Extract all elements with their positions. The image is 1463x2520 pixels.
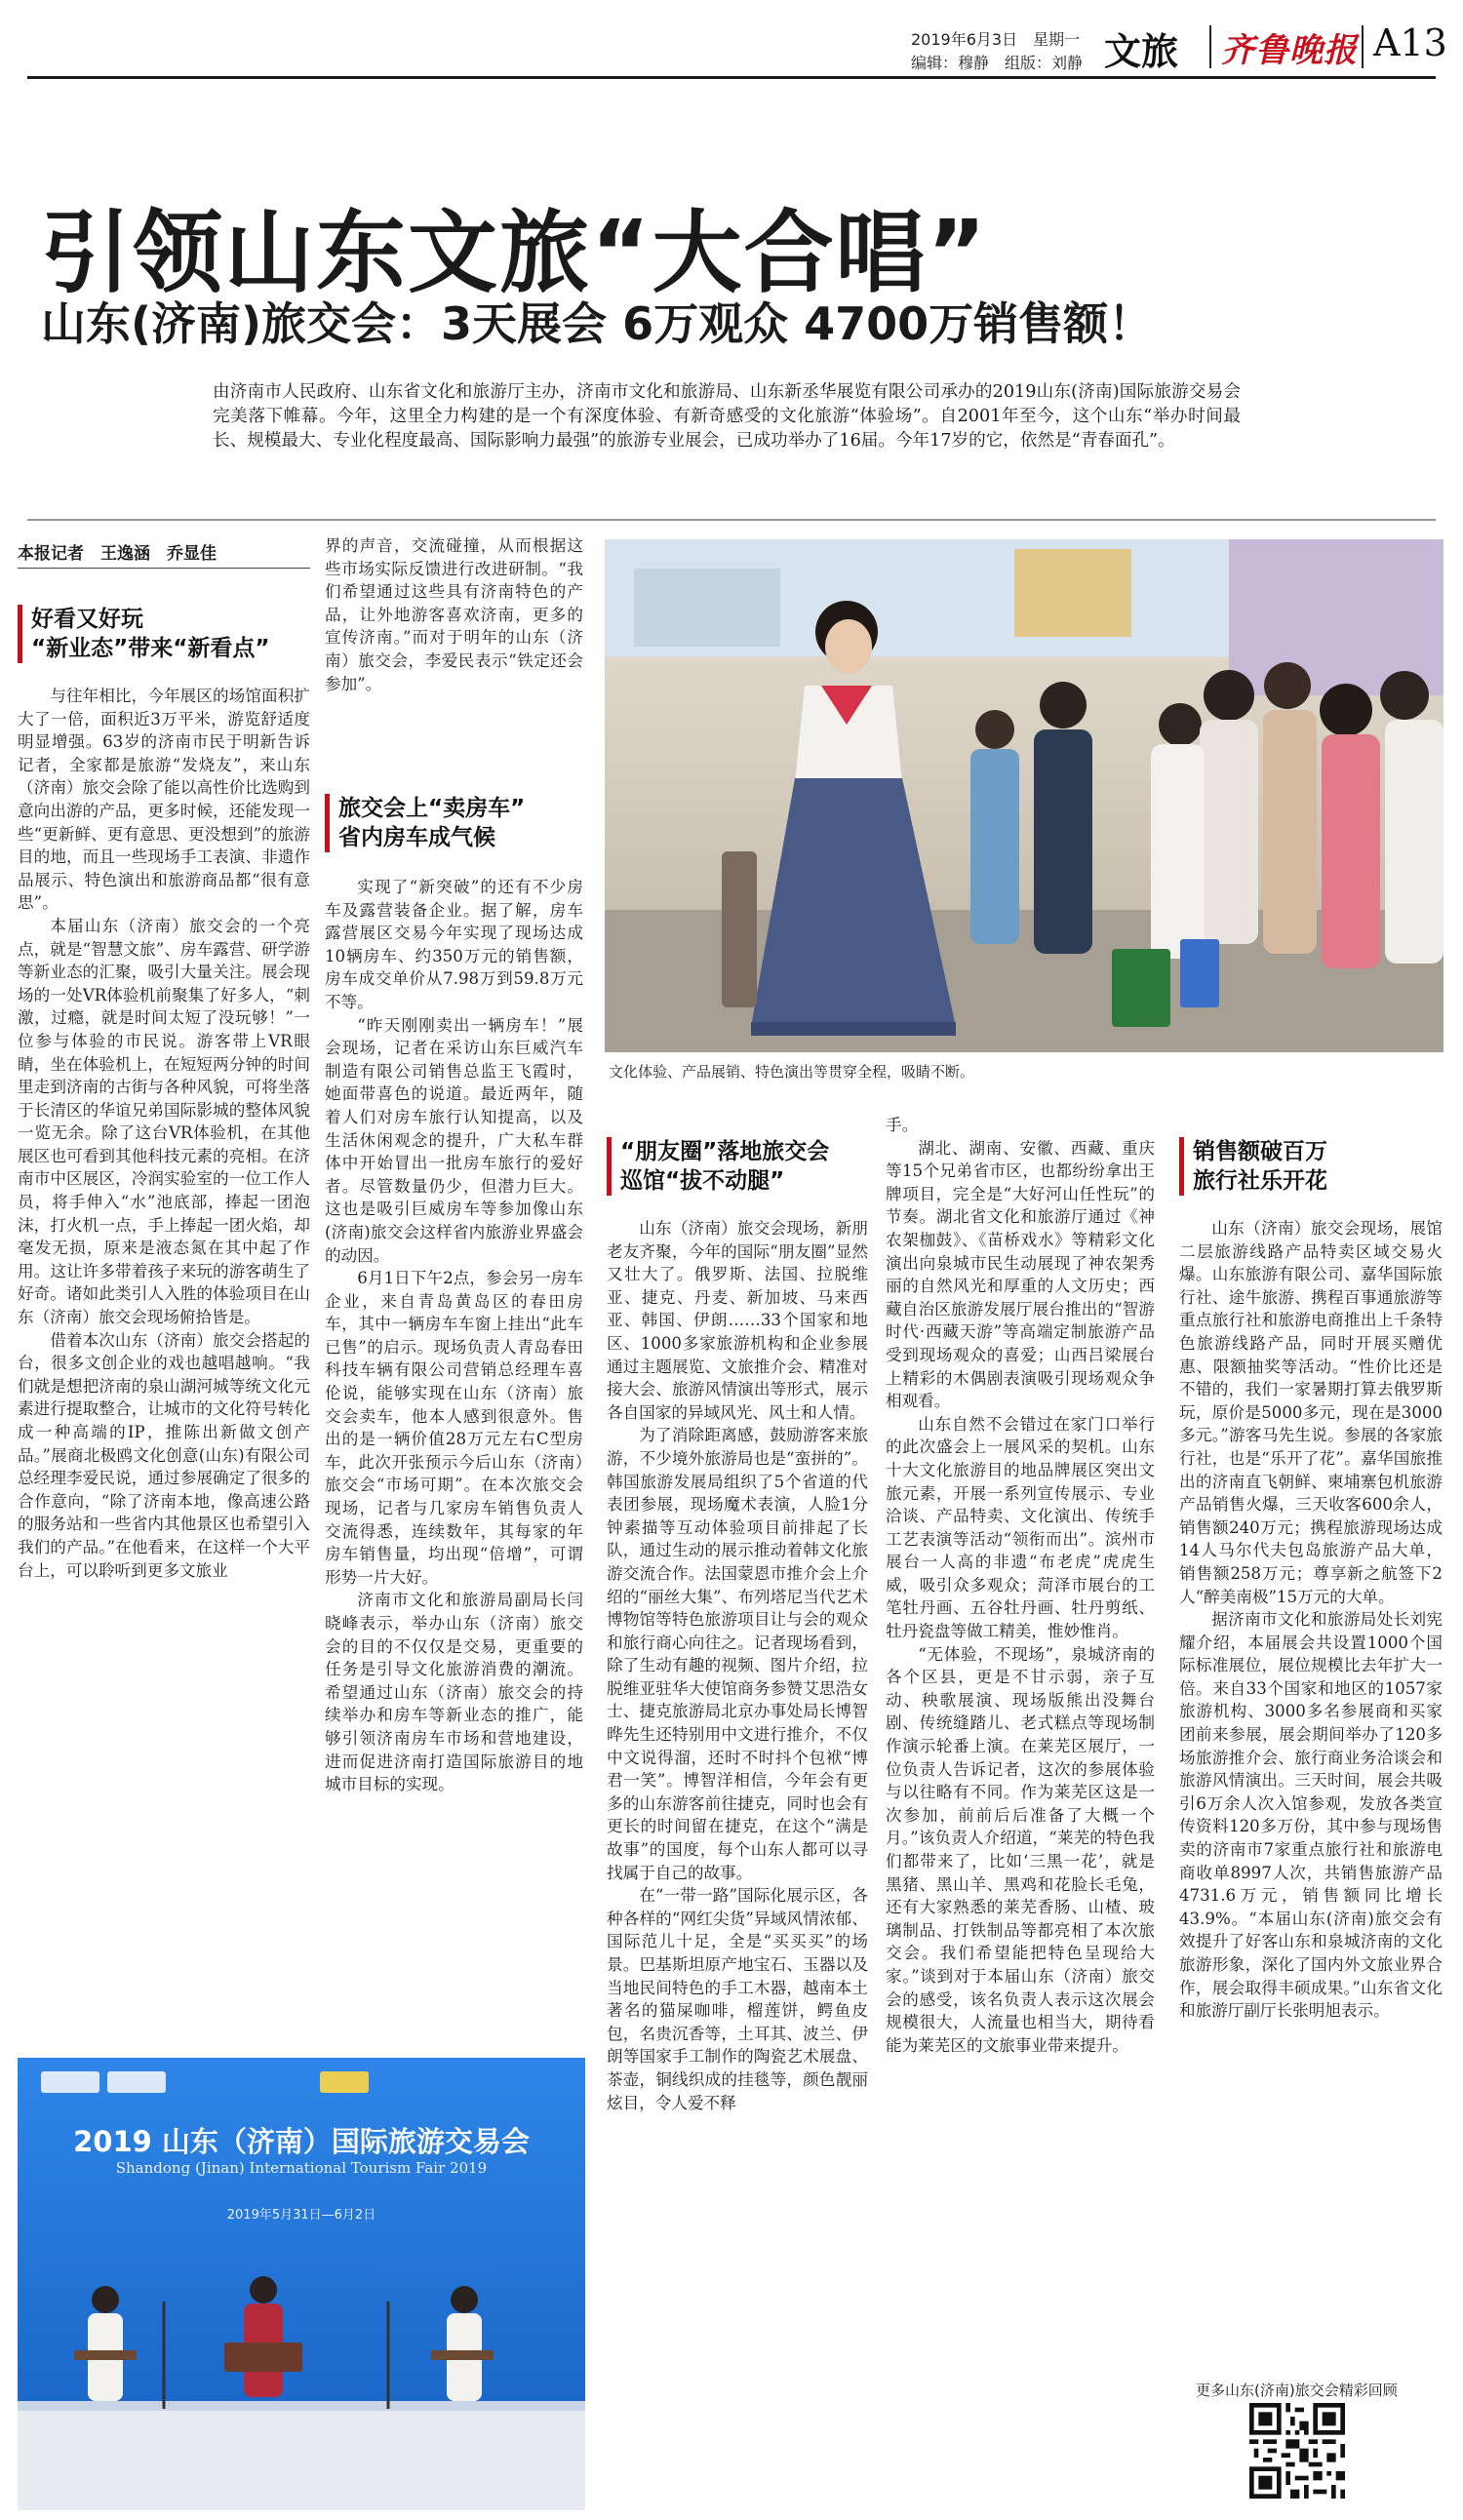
qr-code[interactable] xyxy=(1249,2403,1345,2499)
article-column-2 xyxy=(325,876,583,2038)
section-heading-line1: 旅交会上“卖房车” xyxy=(338,796,526,821)
header-rule xyxy=(27,76,1436,79)
event-photo-illustration xyxy=(605,539,1443,1052)
paragraph: 济南市文化和旅游局副局长闫晓峰表示，举办山东（济南）旅交会的目的不仅仅是交易，更重要的任务是引导文化旅游消费的潮流。希望通过山东（济南）旅交会的持续举办和房车等新业态的推广，能够引领济南房车市场和营地建设，进而促进济南打造国际旅游目的地城市目标的实现。 xyxy=(325,1591,583,1794)
article-column-5 xyxy=(1179,1217,1443,2368)
article-column-2-top xyxy=(325,534,583,788)
byline: 本报记者 王逸涵 乔显佳 xyxy=(18,544,217,564)
paragraph: 6月1日下午2点，参会另一房车企业，来自青岛黄岛区的春田房车，其中一辆房车车窗上挂出“此车已售”的启示。现场负责人青岛春田科技车辆有限公司营销总经理车喜伦说，能够实现在山东（济南）旅交会卖车，他本人感到很意外。售出的是一辆价值28万元左右C型房车，此次开张预示今后山东（济南）旅交会“市场可期”。在本次旅交会现场，记者与几家房车销售负责人交流得悉，连续数年，其每家的年房车销售量，均出现“倍增”，可谓形势一片大好。 xyxy=(325,1269,583,1587)
section-heading xyxy=(607,1137,829,1196)
paragraph: 为了消除距离感，鼓励游客来旅游，不少境外旅游局也是“蛮拼的”。韩国旅游发展局组织了5个省道的代表团参展，现场魔术表演，人脸1分钟素描等互动体验项目前排起了长队，通过生动的展示推动着韩文化旅游交流合作。法国蒙恩市推介会上介绍的“丽丝大集”、布列塔尼当代艺术博物馆等特色旅游项目让与会的观众和旅行商心向往之。记者现场看到，除了生动有趣的视频、图片介绍，拉脱维亚驻华大使馆商务参赞艾思浩女士、捷克旅游局北京办事处局长博智晔先生还特别用中文进行推介，不仅中文说得溜，还时不时抖个包袱“博君一笑”。博智洋相信，今年会有更多的山东游客前往捷克，同时也会有更长的时间留在捷克，在这个“满是故事”的国度，每个山东人都可以寻找属于自己的故事。 xyxy=(607,1426,868,1882)
subheadline: 山东(济南)旅交会：3天展会 6万观众 4700万销售额！ xyxy=(41,297,1154,350)
photo-caption: 文化体验、产品展销、特色演出等贯穿全程，吸睛不断。 xyxy=(609,1063,975,1081)
qr-label: 更多山东(济南)旅交会精彩回顾 xyxy=(1196,2382,1398,2399)
section-heading-line2: 省内房车成气候 xyxy=(338,825,495,850)
section-name: 文旅 xyxy=(1104,29,1179,73)
section-heading-line1: 销售额破百万 xyxy=(1193,1139,1327,1164)
paragraph: 本届山东（济南）旅交会的一个亮点，就是“智慧文旅”、房车露营、研学游等新业态的汇聚，吸引大量关注。展会现场的一处VR体验机前聚集了好多人，“刺激，过瘾，就是时间太短了没玩够！”一位参与体验的市民说。游客带上VR眼睛，坐在体验机上，在短短两分钟的时间里走到济南的古街与各种风貌，可将坐落于长清区的华谊兄弟国际影城的整体风貌一览无余。除了这台VR体验机，在其他展区也可看到其他科技元素的亮相。在济南市中区展区，冷润实验室的一位工作人员，将手伸入“水”池底部，捧起一团泡沫，打火机一点，手上捧起一团火焰，却毫发无损，原来是液态氮在其中起了作用。这让许多带着孩子来玩的游客萌生了好奇。诸如此类引人入胜的体验项目在山东（济南）旅交会现场俯拾皆是。 xyxy=(18,916,310,1327)
paragraph: 湖北、湖南、安徽、西藏、重庆等15个兄弟省市区，也都纷纷拿出王牌项目，完全是“大好河山任性玩”的节奏。湖北省文化和旅游厅通过《神农架枷鼓》、《苗桥戏水》等精彩文化演出向泉城市民生动展现了神农架秀丽的自然风光和厚重的人文历史；西藏自治区旅游发展厅展台推出的“智游时代·西藏天游”等高端定制旅游产品受到现场观众的喜爱；山西吕梁展台上精彩的木偶剧表演吸引现场观众争相观看。 xyxy=(886,1138,1155,1411)
section-heading-line2: “新业态”带来“新看点” xyxy=(31,636,270,661)
header-divider xyxy=(1362,25,1364,68)
page-number: A13 xyxy=(1373,21,1447,64)
paragraph: “昨天刚刚卖出一辆房车！”展会现场，记者在采访山东巨威汽车制造有限公司销售总监王飞霞时，她面带喜色的说道。最近两年，随着人们对房车旅行认知提高，以及生活休闲观念的提升，广大私车群体中开始冒出一批房车旅行的爱好者。尽管数量仍少，但潜力巨大。这也是吸引巨威房车等参加像山东(济南)旅交会这样省内旅游业界盛会的动因。 xyxy=(325,1015,583,1265)
banner-dates: 2019年5月31日—6月2日 xyxy=(226,2208,376,2223)
paragraph: 界的声音，交流碰撞，从而根据这些市场实际反馈进行改进研制。“我们希望通过这些具有济南特色的产品，让外地游客喜欢济南，更多的宣传济南。”而对于明年的山东（济南）旅交会，李爱民表示“铁定还会参加”。 xyxy=(325,536,583,693)
editor-credit: 编辑：穆静 组版：刘静 xyxy=(911,54,1084,72)
section-heading xyxy=(18,605,269,663)
banner-subtitle: Shandong (Jinan) International Tourism Fair 2019 xyxy=(115,2159,488,2177)
event-photo-performer xyxy=(605,539,1443,1052)
article-column-3 xyxy=(607,1217,868,2510)
paragraph: “无体验，不现场”，泉城济南的各个区县，更是不甘示弱，亲子互动、秧歌展演、现场版熊出没舞台剧、传统缝踏儿、老式糕点等现场制作演示轮番上演。在莱芜区展厅，一位负责人告诉记者，这次的参展体验与以往略有不同。作为莱芜区这是一次参加，前前后后准备了大概一个月。”该负责人介绍道，“莱芜的特色我们都带来了，比如‘三黑一花’，就是黑猪、黑山羊、黑鸡和花脸长毛兔，还有大家熟悉的莱芜香肠、山楂、玻璃制品、打铁制品等都亮相了本次旅交会。我们希望能把特色呈现给大家。”谈到对于本届山东（济南）旅交会的感受，该名负责人表示这次展会规模很大，人流量也相当大，期待看能为莱芜区的文旅事业带来提升。 xyxy=(886,1644,1155,2055)
lead-paragraph: 由济南市人民政府、山东省文化和旅游厅主办，济南市文化和旅游局、山东新丞华展览有限公司承办的2019山东(济南)国际旅游交易会完美落下帷幕。今年，这里全力构建的是一个有深度体验、有新奇感受的文化旅游“体验场”。自2001年至今，这个山东“举办时间最长、规模最大、专业化程度最高、国际影响力最强”的旅游专业展会，已成功举办了16届。今年17岁的它，依然是“青春面孔”。 xyxy=(213,382,1241,451)
paragraph: 与往年相比，今年展区的场馆面积扩大了一倍，面积近3万平米，游览舒适度明显增强。63岁的济南市民于明新告诉记者，全家都是旅游“发烧友”，来山东（济南）旅交会除了能以高性价比选购到意向出游的产品，更多时候，还能发现一些“更新鲜、更有意思、更没想到”的旅游目的地，而且一些现场手工表演、非遗作品展示、特色演出和旅游商品都“很有意思”。 xyxy=(18,687,310,913)
section-heading-line2: 旅行社乐开花 xyxy=(1193,1168,1327,1194)
byline-rule xyxy=(18,568,310,569)
banner-title: 2019 山东（济南）国际旅游交易会 xyxy=(73,2125,530,2158)
article-column-4 xyxy=(886,1114,1155,2510)
paragraph: 山东（济南）旅交会现场，新朋老友齐聚，今年的国际“朋友圈”显然又壮大了。俄罗斯、法国、拉脱维亚、捷克、丹麦、新加坡、马来西亚、韩国、伊朗……33个国家和地区、1000多家旅游机构和企业参展通过主题展览、文旅推介会、精准对接大会、旅游风情演出等形式，展示各自国家的异域风光、风土和人情。 xyxy=(607,1219,868,1422)
paragraph: 实现了“新突破”的还有不少房车及露营装备企业。据了解，房车露营展区交易今年实现了现场达成10辆房车、约350万元的销售额，房车成交单价从7.98万到59.8万元不等。 xyxy=(325,878,583,1011)
paragraph: 手。 xyxy=(886,1116,919,1134)
section-heading xyxy=(325,794,525,852)
section-heading xyxy=(1179,1137,1327,1196)
newspaper-logo: 齐鲁晚报 xyxy=(1221,31,1358,70)
paragraph: 借着本次山东（济南）旅交会搭起的台，很多文创企业的戏也越唱越响。“我们就是想把济南的泉山湖河城等统文化元素进行提取整合，让城市的文化符号转化成一种高端的IP，推陈出新做文创产品。”展商北极鸥文化创意(山东)有限公司总经理李爱民说，通过参展确定了很多的合作意向，“除了济南本地，像高速公路的服务站和一些省内其他景区也希望引入我们的产品。”在他看来，在这样一个大平台上，可以聆听到更多文旅业 xyxy=(18,1330,310,1580)
paragraph: 山东自然不会错过在家门口举行的此次盛会上一展风采的契机。山东十大文化旅游目的地品牌展区突出文旅元素，开展一系列宣传展示、专业洽谈、产品特卖、文化演出、传统手工艺表演等活动“领衔而出”。滨州市展台一人高的非遗“布老虎”虎虎生威，吸引众多观众；菏泽市展台的工笔牡丹画、五谷牡丹画、牡丹剪纸、牡丹瓷盘等做工精美，惟妙惟肖。 xyxy=(886,1414,1155,1641)
header-divider xyxy=(1209,25,1211,68)
lead-rule xyxy=(27,519,1436,521)
paragraph: 据济南市文化和旅游局处长刘宪耀介绍，本届展会共设置1000个国际标准展位，展位规模比去年扩大一倍。来自33个国家和地区的1057家旅游机构、3000多名参展商和买家团前来参展，展会期间举办了120多场旅游推介会、旅行商业务洽谈会和旅游风情演出。三天时间，展会共吸引6万余人次入馆参观，发放各类宣传资料120多万份，其中参与现场售卖的济南市7家重点旅行社和旅游电商收单8997人次，共销售旅游产品4731.6万元，销售额同比增长43.9%。“本届山东(济南)旅交会有效提升了好客山东和泉城济南的文化旅游形象，深化了国内外文旅业界合作，展会取得丰硕成果。”山东省文化和旅游厅副厅长张明旭表示。 xyxy=(1179,1610,1443,2021)
headline: 引领山东文旅“大合唱” xyxy=(41,201,988,305)
paragraph: 在“一带一路”国际化展示区，各种各样的“网红尖货”异域风情浓郁、国际范儿十足，全是“买买买”的场景。巴基斯坦原产地宝石、玉器以及当地民间特色的手工木器，越南本土著名的猫屎咖啡，榴莲饼，鳄鱼皮包，名贵沉香等，土耳其、波兰、伊朗等国家手工制作的陶瓷艺术展盘、茶壶，铜线织成的挂毯等，颜色靓丽炫目，令人爱不释 xyxy=(607,1886,868,2112)
event-photo-stage xyxy=(18,2058,585,2510)
section-heading-line2: 巡馆“拔不动腿” xyxy=(620,1168,785,1194)
section-heading-line1: “朋友圈”落地旅交会 xyxy=(620,1139,830,1164)
issue-date: 2019年6月3日 星期一 xyxy=(911,30,1081,49)
paragraph: 山东（济南）旅交会现场，展馆二层旅游线路产品特卖区域交易火爆。山东旅游有限公司、嘉华国际旅行社、途牛旅游、携程百事通旅游等重点旅行社和旅游电商推出上千条特色旅游线路产品，同时开展买赠优惠、限额抽奖等活动。“性价比还是不错的，我们一家暑期打算去俄罗斯玩，原价是5000多元，现在是3000多元。”游客马先生说。参展的各家旅行社，也是“乐开了花”。嘉华国旅推出的济南直飞朝鲜、柬埔寨包机旅游产品销售火爆，三天收客600余人，销售额240万元；携程旅游现场达成14人马尔代夫包岛旅游产品大单，销售额258万元；尊享新之航签下2人“醉美南极”15万元的大单。 xyxy=(1179,1219,1443,1606)
section-heading-line1: 好看又好玩 xyxy=(31,607,143,632)
